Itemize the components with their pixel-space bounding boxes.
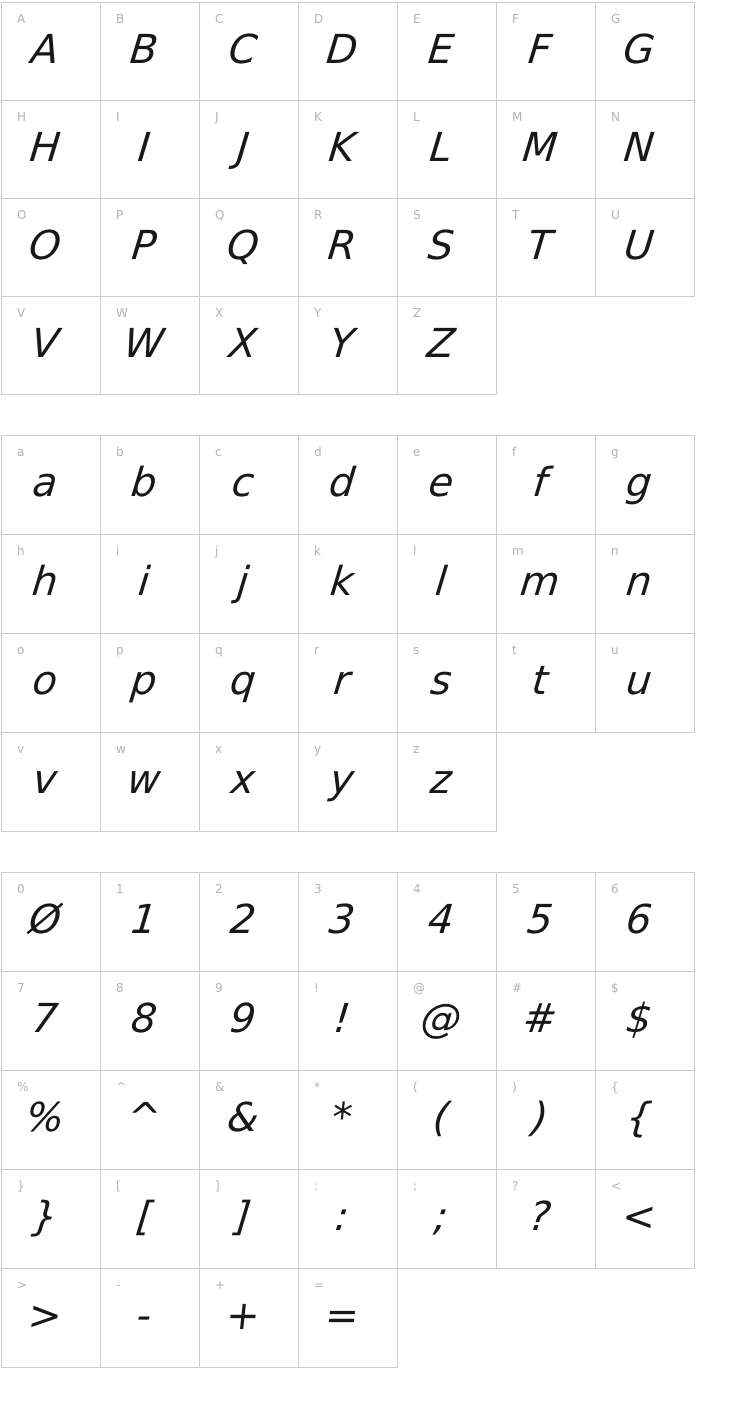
char-cell — [398, 535, 497, 634]
cell-label: W — [116, 306, 128, 320]
cell-label: 9 — [215, 981, 223, 995]
cell-glyph: m — [518, 559, 562, 605]
char-cell — [200, 733, 299, 832]
cell-label: ! — [314, 981, 319, 995]
cell-label: Q — [215, 208, 225, 222]
charmap-row — [2, 873, 695, 972]
cell-glyph: c — [229, 460, 257, 506]
charmap-row — [2, 297, 695, 395]
char-cell — [299, 297, 398, 395]
cell-glyph: I — [135, 125, 153, 171]
cell-glyph: a — [30, 460, 60, 506]
cell-glyph: * — [329, 1095, 355, 1141]
char-cell — [596, 1170, 695, 1269]
char-cell — [101, 199, 200, 297]
charmap-row — [2, 1269, 695, 1368]
cell-glyph: S — [425, 223, 457, 269]
cell-glyph: v — [30, 757, 60, 803]
cell-label: 7 — [17, 981, 25, 995]
char-cell — [497, 972, 596, 1071]
char-cell — [299, 1071, 398, 1170]
cell-label: T — [512, 208, 520, 222]
cell-glyph: < — [619, 1194, 659, 1240]
char-cell — [497, 3, 596, 101]
char-cell — [101, 101, 200, 199]
cell-label: @ — [413, 981, 425, 995]
cell-label: 8 — [116, 981, 124, 995]
cell-label: + — [215, 1278, 226, 1292]
cell-label: C — [215, 12, 224, 26]
charmap-grid-lowercase-letters — [1, 435, 695, 832]
cell-label: F — [512, 12, 519, 26]
cell-glyph: ( — [430, 1095, 452, 1141]
cell-glyph: 7 — [29, 996, 61, 1042]
cell-label: Y — [314, 306, 322, 320]
char-cell — [398, 1071, 497, 1170]
char-cell — [596, 972, 695, 1071]
cell-label: E — [413, 12, 421, 26]
cell-glyph: D — [324, 27, 360, 73]
cell-glyph: ? — [526, 1194, 554, 1240]
char-cell — [200, 101, 299, 199]
cell-label: 0 — [17, 882, 25, 896]
cell-glyph: O — [26, 223, 64, 269]
cell-glyph: i — [136, 559, 152, 605]
char-cell — [398, 733, 497, 832]
cell-glyph: 8 — [128, 996, 160, 1042]
cell-label: M — [512, 110, 523, 124]
char-cell — [596, 3, 695, 101]
char-cell — [2, 535, 101, 634]
char-cell — [2, 101, 101, 199]
char-cell — [200, 297, 299, 395]
char-cell — [299, 1170, 398, 1269]
char-cell — [200, 1170, 299, 1269]
char-cell — [596, 634, 695, 733]
char-cell — [200, 873, 299, 972]
cell-label: L — [413, 110, 420, 124]
cell-label: H — [17, 110, 27, 124]
cell-label: P — [116, 208, 124, 222]
cell-glyph: q — [227, 658, 259, 704]
char-cell — [101, 972, 200, 1071]
cell-glyph: @ — [418, 996, 464, 1042]
cell-glyph: e — [426, 460, 456, 506]
char-cell — [596, 101, 695, 199]
cell-label: ; — [413, 1179, 418, 1193]
cell-label: q — [215, 643, 223, 657]
cell-glyph: y — [327, 757, 357, 803]
cell-label: i — [116, 544, 120, 558]
char-cell — [2, 3, 101, 101]
cell-label: S — [413, 208, 421, 222]
char-cell — [596, 535, 695, 634]
char-cell — [200, 535, 299, 634]
cell-label: s — [413, 643, 420, 657]
char-cell — [101, 1170, 200, 1269]
charmap-row — [2, 199, 695, 297]
char-cell — [398, 436, 497, 535]
charmap-row — [2, 436, 695, 535]
cell-label: V — [17, 306, 26, 320]
cell-label: $ — [611, 981, 619, 995]
cell-label: t — [512, 643, 517, 657]
cell-glyph: n — [623, 559, 655, 605]
cell-label: N — [611, 110, 620, 124]
char-cell — [2, 1071, 101, 1170]
cell-glyph: M — [520, 125, 560, 171]
cell-glyph: ) — [529, 1095, 551, 1141]
cell-glyph: C — [226, 27, 260, 73]
cell-glyph: r — [331, 658, 353, 704]
cell-glyph: Ø — [26, 897, 64, 943]
char-cell — [2, 733, 101, 832]
cell-glyph: G — [621, 27, 657, 73]
char-cell — [299, 1269, 398, 1368]
cell-glyph: $ — [623, 996, 655, 1042]
cell-glyph: U — [621, 223, 657, 269]
cell-label: y — [314, 742, 322, 756]
cell-label: { — [611, 1080, 619, 1094]
char-cell — [299, 535, 398, 634]
cell-glyph: F — [526, 27, 554, 73]
cell-label: - — [116, 1278, 121, 1292]
char-cell — [2, 1269, 101, 1368]
cell-glyph: V — [28, 321, 62, 367]
charmap-row — [2, 101, 695, 199]
cell-label: h — [17, 544, 25, 558]
char-cell — [398, 1170, 497, 1269]
cell-label: ( — [413, 1080, 418, 1094]
cell-label: o — [17, 643, 25, 657]
cell-glyph: = — [322, 1293, 362, 1339]
char-cell — [299, 733, 398, 832]
cell-label: I — [116, 110, 120, 124]
cell-label: J — [215, 110, 219, 124]
cell-glyph: 3 — [326, 897, 358, 943]
cell-label: d — [314, 445, 322, 459]
cell-glyph: & — [224, 1095, 262, 1141]
cell-glyph: w — [125, 757, 163, 803]
char-cell — [497, 535, 596, 634]
char-cell — [398, 199, 497, 297]
char-cell — [398, 972, 497, 1071]
cell-glyph: A — [28, 27, 62, 73]
char-cell — [299, 199, 398, 297]
cell-label: % — [17, 1080, 29, 1094]
char-cell — [101, 733, 200, 832]
cell-glyph: 1 — [128, 897, 160, 943]
cell-label: B — [116, 12, 125, 26]
cell-glyph: { — [623, 1095, 655, 1141]
cell-label: w — [116, 742, 126, 756]
cell-glyph: ^ — [124, 1095, 164, 1141]
cell-glyph: d — [326, 460, 358, 506]
cell-glyph: J — [234, 125, 252, 171]
charmap-row — [2, 3, 695, 101]
cell-glyph: k — [327, 559, 356, 605]
char-cell — [596, 1071, 695, 1170]
char-cell — [497, 873, 596, 972]
cell-label: x — [215, 742, 223, 756]
cell-label: j — [215, 544, 219, 558]
char-cell — [299, 634, 398, 733]
char-cell — [2, 199, 101, 297]
charmap-row — [2, 1170, 695, 1269]
charmap-row — [2, 972, 695, 1071]
cell-label: U — [611, 208, 620, 222]
char-cell — [200, 199, 299, 297]
charmap-row — [2, 1071, 695, 1170]
cell-glyph: u — [623, 658, 655, 704]
char-cell — [101, 1071, 200, 1170]
cell-label: 3 — [314, 882, 322, 896]
cell-label: 4 — [413, 882, 421, 896]
char-cell — [101, 1269, 200, 1368]
cell-label: > — [17, 1278, 28, 1292]
cell-glyph: s — [428, 658, 454, 704]
cell-glyph: - — [134, 1293, 154, 1339]
cell-label: ) — [512, 1080, 517, 1094]
cell-label: O — [17, 208, 27, 222]
cell-label: ^ — [116, 1080, 127, 1094]
char-cell — [398, 3, 497, 101]
cell-glyph: + — [223, 1293, 263, 1339]
cell-label: * — [314, 1080, 320, 1094]
cell-label: ] — [215, 1179, 220, 1193]
charmap-row — [2, 733, 695, 832]
cell-glyph: W — [121, 321, 167, 367]
cell-glyph: L — [427, 125, 455, 171]
cell-glyph: N — [621, 125, 657, 171]
cell-glyph: 6 — [623, 897, 655, 943]
char-cell — [2, 297, 101, 395]
char-cell — [398, 297, 497, 395]
cell-label: A — [17, 12, 26, 26]
char-cell — [497, 436, 596, 535]
cell-glyph: P — [129, 223, 159, 269]
cell-glyph: T — [525, 223, 555, 269]
char-cell — [299, 873, 398, 972]
char-cell — [101, 873, 200, 972]
character-map — [0, 2, 740, 1368]
cell-label: m — [512, 544, 524, 558]
char-cell — [101, 436, 200, 535]
char-cell — [2, 634, 101, 733]
cell-label: ? — [512, 1179, 519, 1193]
char-cell — [497, 1170, 596, 1269]
char-cell — [2, 873, 101, 972]
cell-glyph: f — [530, 460, 550, 506]
char-cell — [497, 1071, 596, 1170]
char-cell — [596, 199, 695, 297]
cell-glyph: j — [235, 559, 251, 605]
cell-glyph: K — [326, 125, 358, 171]
char-cell — [200, 1269, 299, 1368]
cell-glyph: 2 — [227, 897, 259, 943]
cell-label: f — [512, 445, 517, 459]
cell-label: g — [611, 445, 619, 459]
char-cell — [497, 634, 596, 733]
cell-label: = — [314, 1278, 325, 1292]
charmap-row — [2, 535, 695, 634]
cell-glyph: R — [325, 223, 359, 269]
cell-label: p — [116, 643, 124, 657]
cell-label: k — [314, 544, 321, 558]
cell-glyph: g — [623, 460, 655, 506]
cell-glyph: h — [29, 559, 61, 605]
cell-label: r — [314, 643, 319, 657]
char-cell — [200, 634, 299, 733]
char-cell — [497, 199, 596, 297]
char-cell — [2, 436, 101, 535]
cell-label: Z — [413, 306, 422, 320]
char-cell — [200, 3, 299, 101]
charmap-grid-numbers-and-symbols — [1, 872, 695, 1368]
char-cell — [497, 101, 596, 199]
char-cell — [398, 634, 497, 733]
cell-label: < — [611, 1179, 622, 1193]
cell-label: & — [215, 1080, 225, 1094]
char-cell — [299, 436, 398, 535]
cell-glyph: X — [226, 321, 260, 367]
cell-label: n — [611, 544, 619, 558]
cell-glyph: % — [23, 1095, 67, 1141]
cell-label: # — [512, 981, 523, 995]
cell-glyph: z — [428, 757, 454, 803]
char-cell — [101, 535, 200, 634]
cell-glyph: Z — [424, 321, 458, 367]
char-cell — [596, 873, 695, 972]
cell-label: v — [17, 742, 25, 756]
cell-glyph: ! — [331, 996, 353, 1042]
cell-glyph: 9 — [227, 996, 259, 1042]
cell-label: a — [17, 445, 25, 459]
char-cell — [299, 3, 398, 101]
char-cell — [200, 972, 299, 1071]
cell-glyph: # — [520, 996, 560, 1042]
cell-glyph: > — [25, 1293, 65, 1339]
cell-label: z — [413, 742, 420, 756]
cell-glyph: Y — [327, 321, 357, 367]
cell-label: D — [314, 12, 324, 26]
cell-glyph: : — [332, 1194, 352, 1240]
char-cell — [398, 873, 497, 972]
cell-label: G — [611, 12, 621, 26]
cell-label: : — [314, 1179, 319, 1193]
char-cell — [200, 1071, 299, 1170]
cell-glyph: E — [425, 27, 457, 73]
cell-label: X — [215, 306, 224, 320]
cell-label: [ — [116, 1179, 121, 1193]
cell-label: 6 — [611, 882, 619, 896]
cell-glyph: 4 — [425, 897, 457, 943]
cell-glyph: ; — [431, 1194, 451, 1240]
char-cell — [299, 972, 398, 1071]
cell-label: l — [413, 544, 417, 558]
cell-label: e — [413, 445, 421, 459]
cell-label: } — [17, 1179, 25, 1193]
cell-label: R — [314, 208, 323, 222]
cell-glyph: [ — [133, 1194, 155, 1240]
cell-label: 5 — [512, 882, 520, 896]
cell-glyph: x — [228, 757, 258, 803]
cell-glyph: H — [27, 125, 63, 171]
char-cell — [2, 972, 101, 1071]
char-cell — [299, 101, 398, 199]
char-cell — [101, 3, 200, 101]
charmap-row — [2, 634, 695, 733]
cell-glyph: B — [127, 27, 161, 73]
cell-glyph: } — [29, 1194, 61, 1240]
char-cell — [101, 634, 200, 733]
cell-glyph: o — [30, 658, 60, 704]
cell-glyph: p — [128, 658, 160, 704]
char-cell — [596, 436, 695, 535]
char-cell — [398, 101, 497, 199]
cell-label: u — [611, 643, 619, 657]
cell-label: 2 — [215, 882, 223, 896]
cell-glyph: 5 — [524, 897, 556, 943]
charmap-grid-uppercase-letters — [1, 2, 695, 395]
cell-label: b — [116, 445, 124, 459]
cell-glyph: Q — [224, 223, 262, 269]
cell-label: K — [314, 110, 322, 124]
char-cell — [200, 436, 299, 535]
cell-label: c — [215, 445, 222, 459]
char-cell — [2, 1170, 101, 1269]
cell-glyph: ] — [232, 1194, 254, 1240]
cell-label: 1 — [116, 882, 124, 896]
cell-glyph: t — [529, 658, 551, 704]
cell-glyph: l — [433, 559, 449, 605]
char-cell — [101, 297, 200, 395]
cell-glyph: b — [128, 460, 160, 506]
